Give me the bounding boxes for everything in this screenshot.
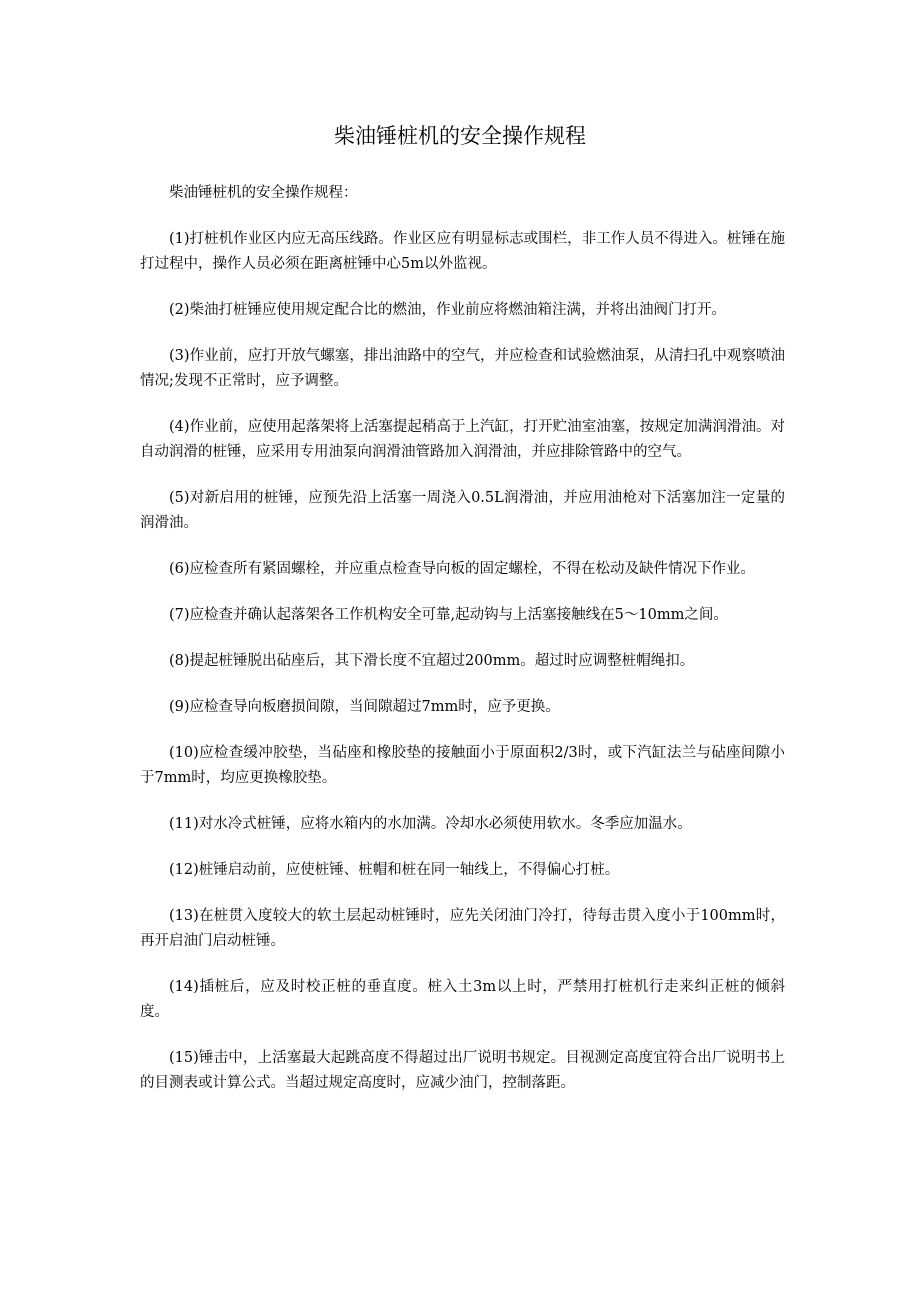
intro-paragraph: 柴油锤桩机的安全操作规程： bbox=[169, 185, 358, 201]
rule-paragraph-11: (11)对水冷式桩锤，应将水箱内的水加满。冷却水必须使用软水。冬季应加温水。 bbox=[169, 816, 692, 832]
rule-paragraph-3: (3)作业前，应打开放气螺塞，排出油路中的空气，并应检查和试验燃油泵，从清扫孔中观察喷油情况;发现不正常时，应予调整。 bbox=[140, 348, 785, 389]
rule-paragraph-10: (10)应检查缓冲胶垫，当砧座和橡胶垫的接触面小于原面积2/3时，或下汽缸法兰与砧座间隙小于7mm时，均应更换橡胶垫。 bbox=[140, 745, 785, 786]
rule-paragraph-6: (6)应检查所有紧固螺栓，并应重点检查导向板的固定螺栓，不得在松动及缺件情况下作业。 bbox=[169, 561, 756, 577]
page-title: 柴油锤桩机的安全操作规程 bbox=[334, 124, 586, 148]
rule-paragraph-8: (8)提起桩锤脱出砧座后，其下滑长度不宜超过200mm。超过时应调整桩帽绳扣。 bbox=[169, 653, 695, 669]
rule-paragraph-7: (7)应检查并确认起落架各工作机构安全可靠,起动钩与上活塞接触线在5～10mm之间。 bbox=[169, 607, 728, 623]
rule-paragraph-9: (9)应检查导向板磨损间隙，当间隙超过7mm时，应予更换。 bbox=[169, 699, 560, 715]
rule-paragraph-15: (15)锤击中，上活塞最大起跳高度不得超过出厂说明书规定。目视测定高度宜符合出厂说明书上的目测表或计算公式。当超过规定高度时，应减少油门，控制落距。 bbox=[140, 1050, 785, 1091]
document-body bbox=[140, 181, 785, 1117]
rule-paragraph-5: (5)对新启用的桩锤，应预先沿上活塞一周浇入0.5L润滑油，并应用油枪对下活塞加注一定量的润滑油。 bbox=[140, 490, 785, 531]
rule-paragraph-4: (4)作业前，应使用起落架将上活塞提起稍高于上汽缸，打开贮油室油塞，按规定加满润滑油。对自动润滑的桩锤，应采用专用油泵向润滑油管路加入润滑油，并应排除管路中的空气。 bbox=[140, 419, 785, 460]
rule-paragraph-14: (14)插桩后，应及时校正桩的垂直度。桩入土3m以上时，严禁用打桩机行走来纠正桩的倾斜度。 bbox=[140, 979, 785, 1020]
rule-paragraph-1: (1)打桩机作业区内应无高压线路。作业区应有明显标志或围栏，非工作人员不得进入。桩锤在施打过程中，操作人员必须在距离桩锤中心5m以外监视。 bbox=[140, 231, 785, 272]
rule-paragraph-2: (2)柴油打桩锤应使用规定配合比的燃油，作业前应将燃油箱注满，并将出油阀门打开。 bbox=[169, 302, 727, 318]
rule-paragraph-13: (13)在桩贯入度较大的软土层起动桩锤时，应先关闭油门冷打，待每击贯入度小于100mm时，再开启油门启动桩锤。 bbox=[140, 908, 785, 949]
rule-paragraph-12: (12)桩锤启动前，应使桩锤、桩帽和桩在同一轴线上，不得偏心打桩。 bbox=[169, 862, 620, 878]
